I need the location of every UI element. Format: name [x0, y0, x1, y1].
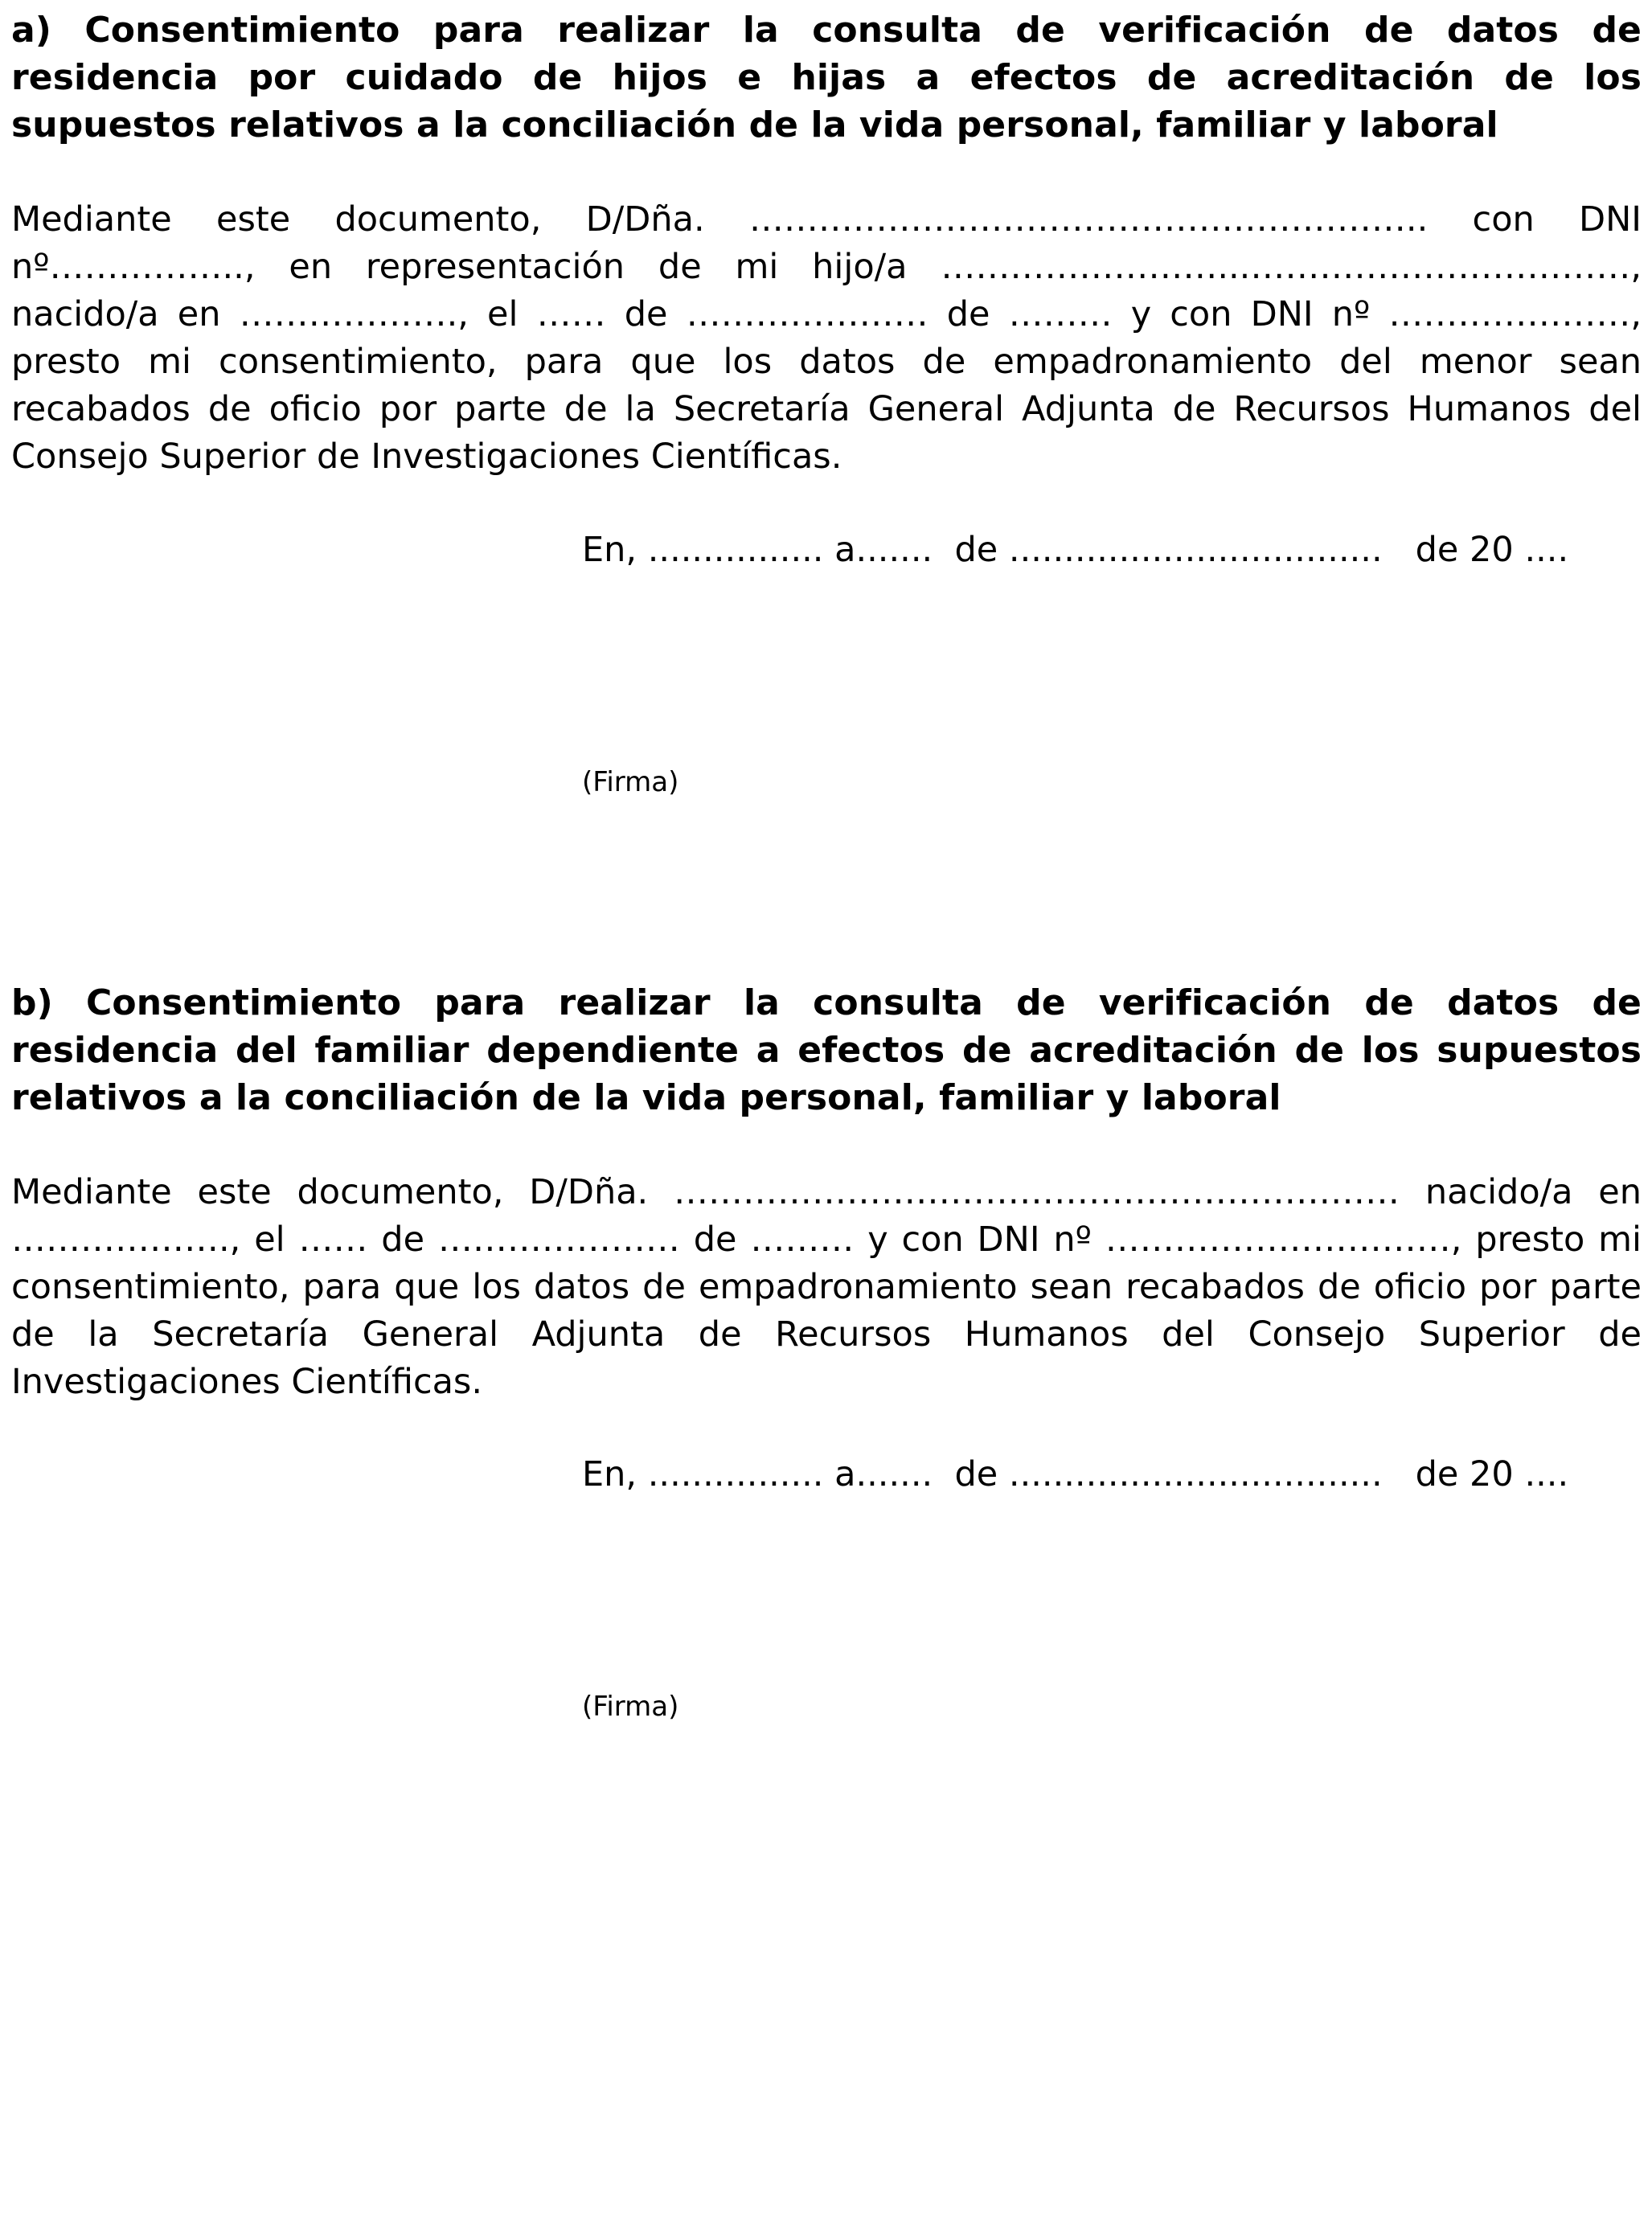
section-b-place-date-line: En, ................ a....... de .................................. de 20 .... — [582, 1454, 1569, 1494]
section-a-heading: a) Consentimiento para realizar la consulta de verificación de datos de residencia por cuidado de hijos e hijas a efectos de acreditación de los supuestos relativos a la conciliación de la vida personal, familiar y laboral — [11, 10, 1642, 146]
section-b-heading: b) Consentimiento para realizar la consulta de verificación de datos de residencia del familiar dependiente a efectos de acreditación de los supuestos relativos a la conciliación de la vida personal, familiar y laboral — [11, 982, 1642, 1118]
section-a-body: Mediante este documento, D/Dña. ………………………………………………….. con DNI nº…………….., en representación de mi hijo/a ……………………...……………………………, nacido/a en ………………., el …… de ………………… de ……… y con DNI nº …………………, presto mi consentimiento, para que los datos de empadronamiento del menor sean recabados de oficio por parte de la Secretaría General Adjunta de Recursos Humanos del Consejo Superior de Investigaciones Científicas. — [11, 199, 1642, 477]
section-a-place-date-line: En, ................ a....... de .................................. de 20 .... — [582, 530, 1569, 570]
section-b-body: Mediante este documento, D/Dña. ……………………………………………………… nacido/a en ………………., el …… de ………………… de ……… y con DNI nº …………………………, presto mi consentimiento, para que los datos de empadronamiento sean recabados de oficio por parte de la Secretaría General Adjunta de Recursos Humanos del Consejo Superior de Investigaciones Científicas. — [11, 1172, 1642, 1402]
section-b-signature-label: (Firma) — [582, 1691, 679, 1723]
section-a-signature-label: (Firma) — [582, 766, 679, 798]
